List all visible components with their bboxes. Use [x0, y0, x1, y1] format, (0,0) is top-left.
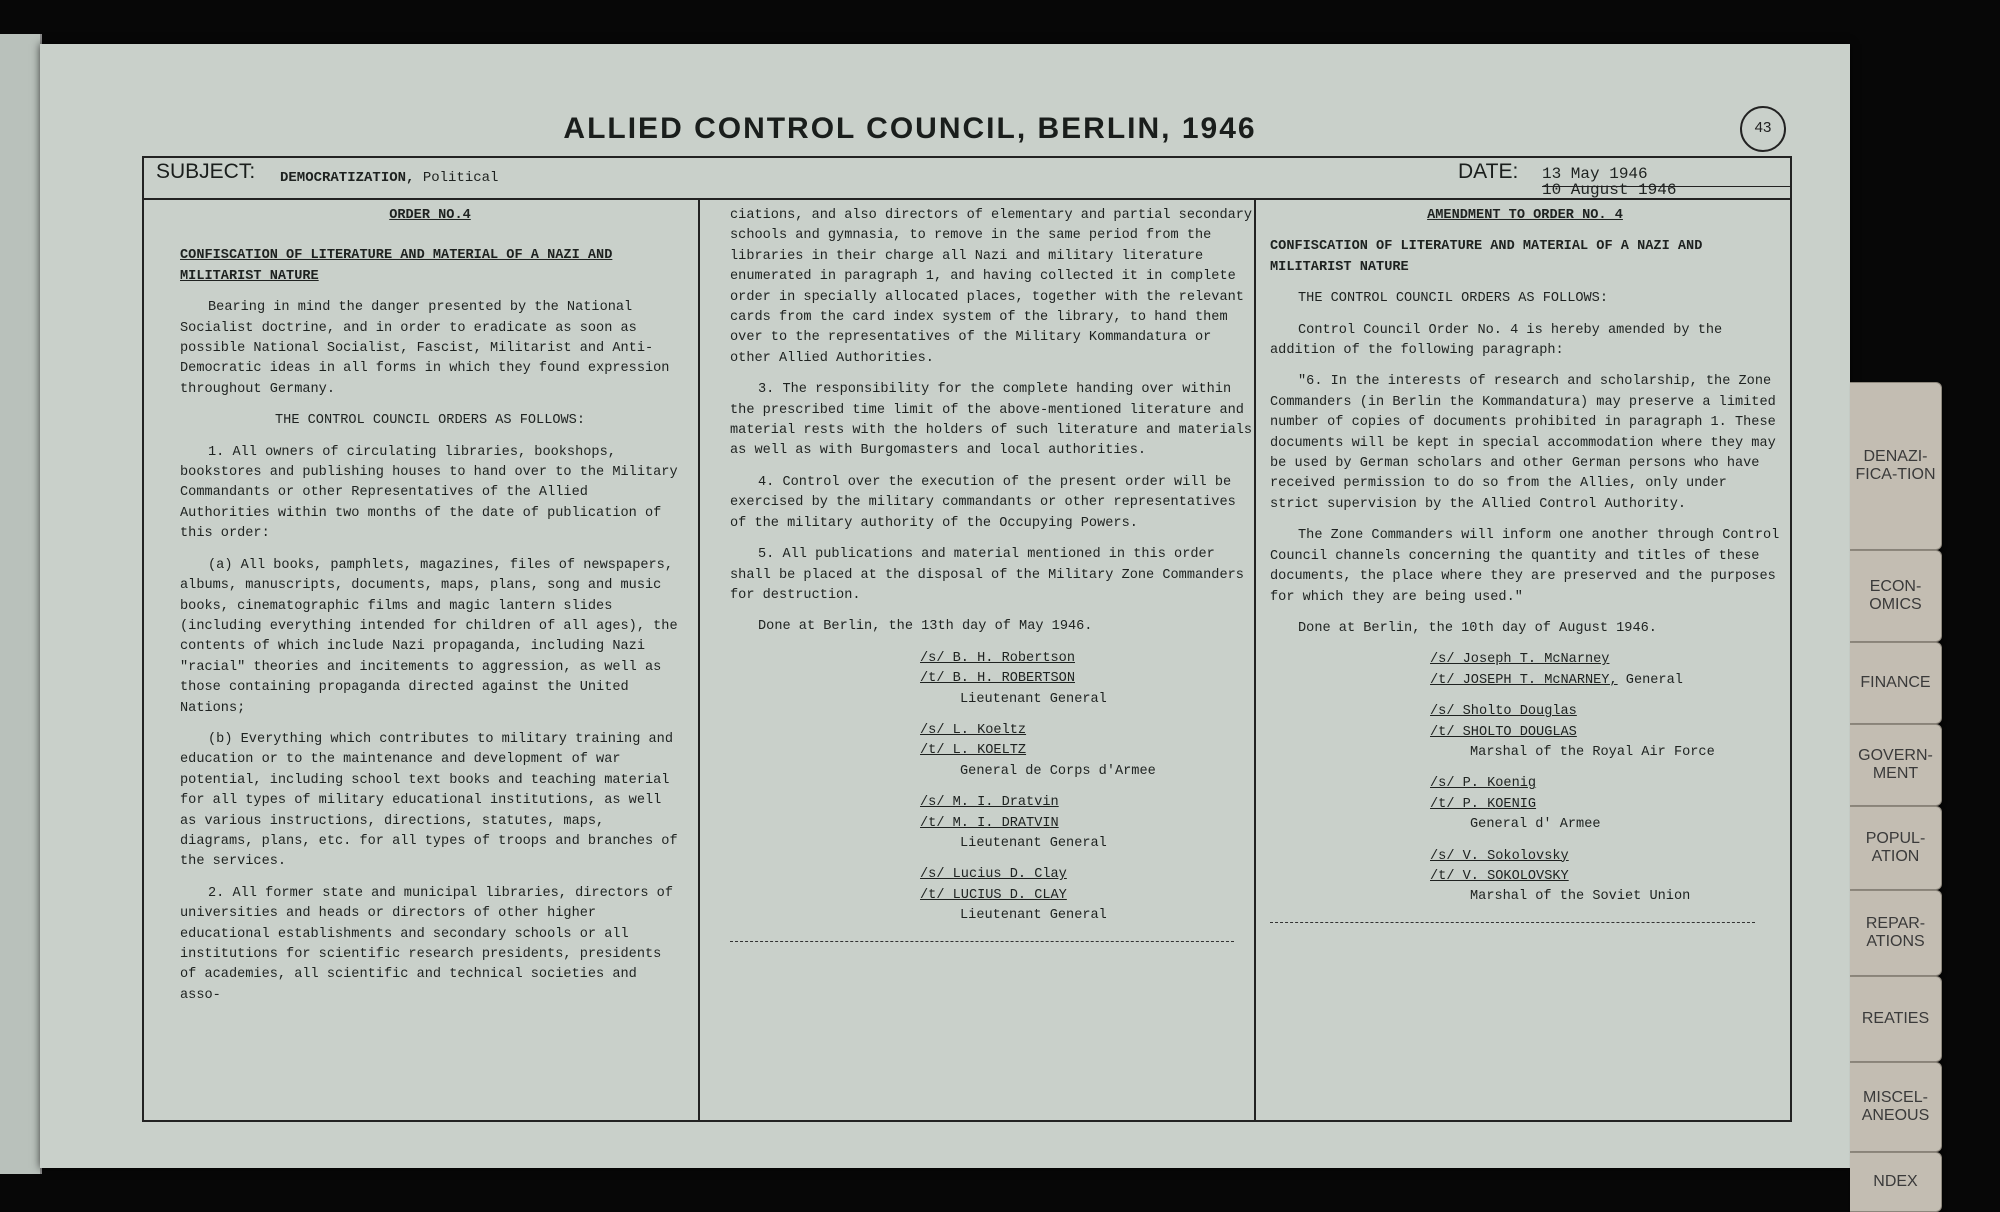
signature-rank: General de Corps d'Armee	[960, 763, 1156, 779]
signature-typed: /t/ M. I. DRATVIN	[920, 815, 1059, 831]
column-order-4	[180, 206, 680, 1017]
paragraph-5: 5. All publications and material mentioned in this order shall be placed at the disposal of the Military Zone Commanders for destruction.	[730, 547, 1244, 603]
signature-typed: /t/ LUCIUS D. CLAY	[920, 887, 1067, 903]
date-second: 10 August 1946	[1542, 181, 1677, 199]
signature-typed: /t/ P. KOENIG	[1430, 796, 1537, 812]
paragraph-1: 1. All owners of circulating libraries, bookshops, bookstores and publishing houses to hand over to the Military Commandants or other Representatives of the Allied Authorities within two months of the date of publication of this order:	[180, 444, 678, 542]
amendment-paragraph-1: Control Council Order No. 4 is hereby amended by the addition of the following paragraph:	[1270, 322, 1723, 359]
end-rule	[1270, 922, 1755, 923]
signature-signed: /s/ Sholto Douglas	[1430, 704, 1577, 720]
signature-signed: /s/ Lucius D. Clay	[920, 867, 1067, 883]
paragraph-1a: (a) All books, pamphlets, magazines, files of newspapers, albums, manuscripts, documents, maps, plans, song and music books, cinematographic films and magic lantern slides (including everything intended for children of all ages), the contents of which include Nazi propaganda, including Nazi "racial" theories and incitements to aggression, as well as those containing propaganda directed against the United Nations;	[180, 557, 678, 716]
paragraph-1b: (b) Everything which contributes to military training and education or to the maintenance and development of war potential, including school text books and teaching material for all types of military educational institutions, as well as various instructions, directions, statutes, maps, diagrams, plans, etc. for all types of troops and branches of the services.	[180, 731, 678, 870]
tab-treaties[interactable]: REATIES	[1850, 976, 1942, 1062]
signature-signed: /s/ P. Koenig	[1430, 776, 1537, 792]
tab-reparations[interactable]: REPAR-ATIONS	[1850, 890, 1942, 976]
column-divider-1	[698, 198, 700, 1120]
end-rule	[730, 941, 1234, 942]
amendment-title: AMENDMENT TO ORDER NO. 4	[1427, 208, 1623, 223]
signature-rank: General d' Armee	[1470, 817, 1601, 833]
signature-block	[1430, 774, 1780, 835]
signature-typed: /t/ JOSEPH T. McNARNEY, General	[1430, 672, 1683, 688]
signature-signed: /s/ L. Koeltz	[920, 722, 1027, 738]
signature-block	[1430, 847, 1780, 908]
header-rule	[144, 198, 1790, 200]
page-number: 43	[1740, 106, 1786, 152]
date-values	[1542, 166, 1676, 198]
date-first: 13 May 1946	[1542, 165, 1648, 183]
signature-rank: General	[1625, 672, 1683, 688]
signature-rank: Lieutenant General	[960, 908, 1107, 924]
page-title: ALLIED CONTROL COUNCIL, BERLIN, 1946	[563, 112, 1257, 145]
amendment-heading: CONFISCATION OF LITERATURE AND MATERIAL OF A NAZI AND MILITARIST NATURE	[1270, 239, 1703, 275]
subject-value-rest: Political	[414, 170, 499, 186]
signature-signed: /s/ B. H. Robertson	[920, 650, 1075, 666]
signature-block	[920, 721, 1260, 782]
signature-typed: /t/ L. KOELTZ	[920, 743, 1027, 759]
column-order-4-continued	[730, 206, 1260, 942]
paragraph-3: 3. The responsibility for the complete handing over within the prescribed time limit of the above-mentioned literature and material rests with the holders of such literature and materials as well as with Burgomasters and local authorities.	[730, 382, 1253, 459]
paragraph-4: 4. Control over the execution of the present order will be exercised by the military commandants or other representatives of the military authority of the Occupying Powers.	[730, 474, 1236, 531]
signature-signed: /s/ V. Sokolovsky	[1430, 848, 1569, 864]
signature-rank: Lieutenant General	[960, 691, 1107, 707]
orders-as-follows: THE CONTROL COUNCIL ORDERS AS FOLLOWS:	[275, 413, 585, 429]
date-label: DATE:	[1458, 160, 1519, 183]
amendment-done-at-berlin: Done at Berlin, the 10th day of August 1946.	[1298, 620, 1657, 636]
signature-typed: /t/ B. H. ROBERTSON	[920, 671, 1075, 687]
tab-finance[interactable]: FINANCE	[1850, 642, 1942, 724]
signature-block	[1430, 702, 1780, 763]
signature-typed: /t/ SHOLTO DOUGLAS	[1430, 724, 1577, 740]
signature-signed: /s/ Joseph T. McNarney	[1430, 652, 1610, 668]
tab-index[interactable]: NDEX	[1850, 1152, 1942, 1212]
signature-rank: Marshal of the Royal Air Force	[1470, 744, 1715, 760]
signature-block	[1430, 650, 1780, 691]
amendment-paragraph-zone: The Zone Commanders will inform one another through Control Council channels concerning the quantity and titles of these documents, the place where they are preserved and the purposes for which they are being used."	[1270, 528, 1780, 605]
amendment-paragraph-6: "6. In the interests of research and scholarship, the Zone Commanders (in Berlin the Kommandatura) may preserve a limited number of copies of documents prohibited in paragraph 1. These documents will be kept in special accommodation where they may be used by German scholars and other German persons who have received permission to do so from the Allies, only under strict supervision by the Allied Control Authority.	[1270, 374, 1776, 512]
signature-rank: Marshal of the Soviet Union	[1470, 889, 1691, 905]
paragraph-2: 2. All former state and municipal libraries, directors of universities and heads or directors of other higher educational establishments and secondary schools or all institutions for scientific research presidents, presidents of academies, all scientific and technical societies and asso-	[180, 885, 673, 1003]
signature-block	[920, 793, 1260, 854]
paragraph-2-continued: ciations, and also directors of elementary and partial secondary schools and gymnasia, to remove in the same period from the libraries in their charge all Nazi and military literature enumerated in paragraph 1, and having collected it in complete order in specially allocated places, together with the relevant cards from the card index system of the library, to hand them over to the representatives of the Military Kommandatura or other Allied Authorities.	[730, 208, 1253, 366]
amendment-orders: THE CONTROL COUNCIL ORDERS AS FOLLOWS:	[1298, 291, 1608, 307]
subject-value	[280, 170, 498, 186]
order-heading: CONFISCATION OF LITERATURE AND MATERIAL OF A NAZI AND MILITARIST NATURE	[180, 248, 613, 284]
signature-block	[920, 649, 1260, 710]
column-amendment	[1270, 206, 1780, 923]
subject-value-bold: DEMOCRATIZATION,	[280, 170, 415, 186]
document-frame	[142, 156, 1792, 1122]
signature-rank: Lieutenant General	[960, 835, 1107, 851]
tab-miscellaneous[interactable]: MISCEL-ANEOUS	[1850, 1062, 1942, 1152]
signature-signed: /s/ M. I. Dratvin	[920, 795, 1059, 811]
order-preamble: Bearing in mind the danger presented by the National Socialist doctrine, and in order to eradicate as soon as possible National Socialist, Fascist, Militarist and Anti-Democratic ideas in all forms in which they found expression throughout Germany.	[180, 300, 670, 397]
tab-denazification[interactable]: DENAZI-FICA-TION	[1850, 382, 1942, 550]
tab-population[interactable]: POPUL-ATION	[1850, 806, 1942, 890]
date-rule	[1542, 186, 1792, 187]
tab-government[interactable]: GOVERN-MENT	[1850, 724, 1942, 806]
signature-typed: /t/ V. SOKOLOVSKY	[1430, 868, 1569, 884]
signature-block	[920, 865, 1260, 926]
document-page	[40, 44, 1850, 1168]
tab-economics[interactable]: ECON-OMICS	[1850, 550, 1942, 642]
done-at-berlin: Done at Berlin, the 13th day of May 1946.	[758, 619, 1093, 635]
index-tabs	[1850, 72, 1956, 1190]
subject-label: SUBJECT:	[156, 160, 256, 183]
order-title: ORDER NO.4	[389, 208, 471, 223]
left-page-edge	[0, 34, 42, 1174]
